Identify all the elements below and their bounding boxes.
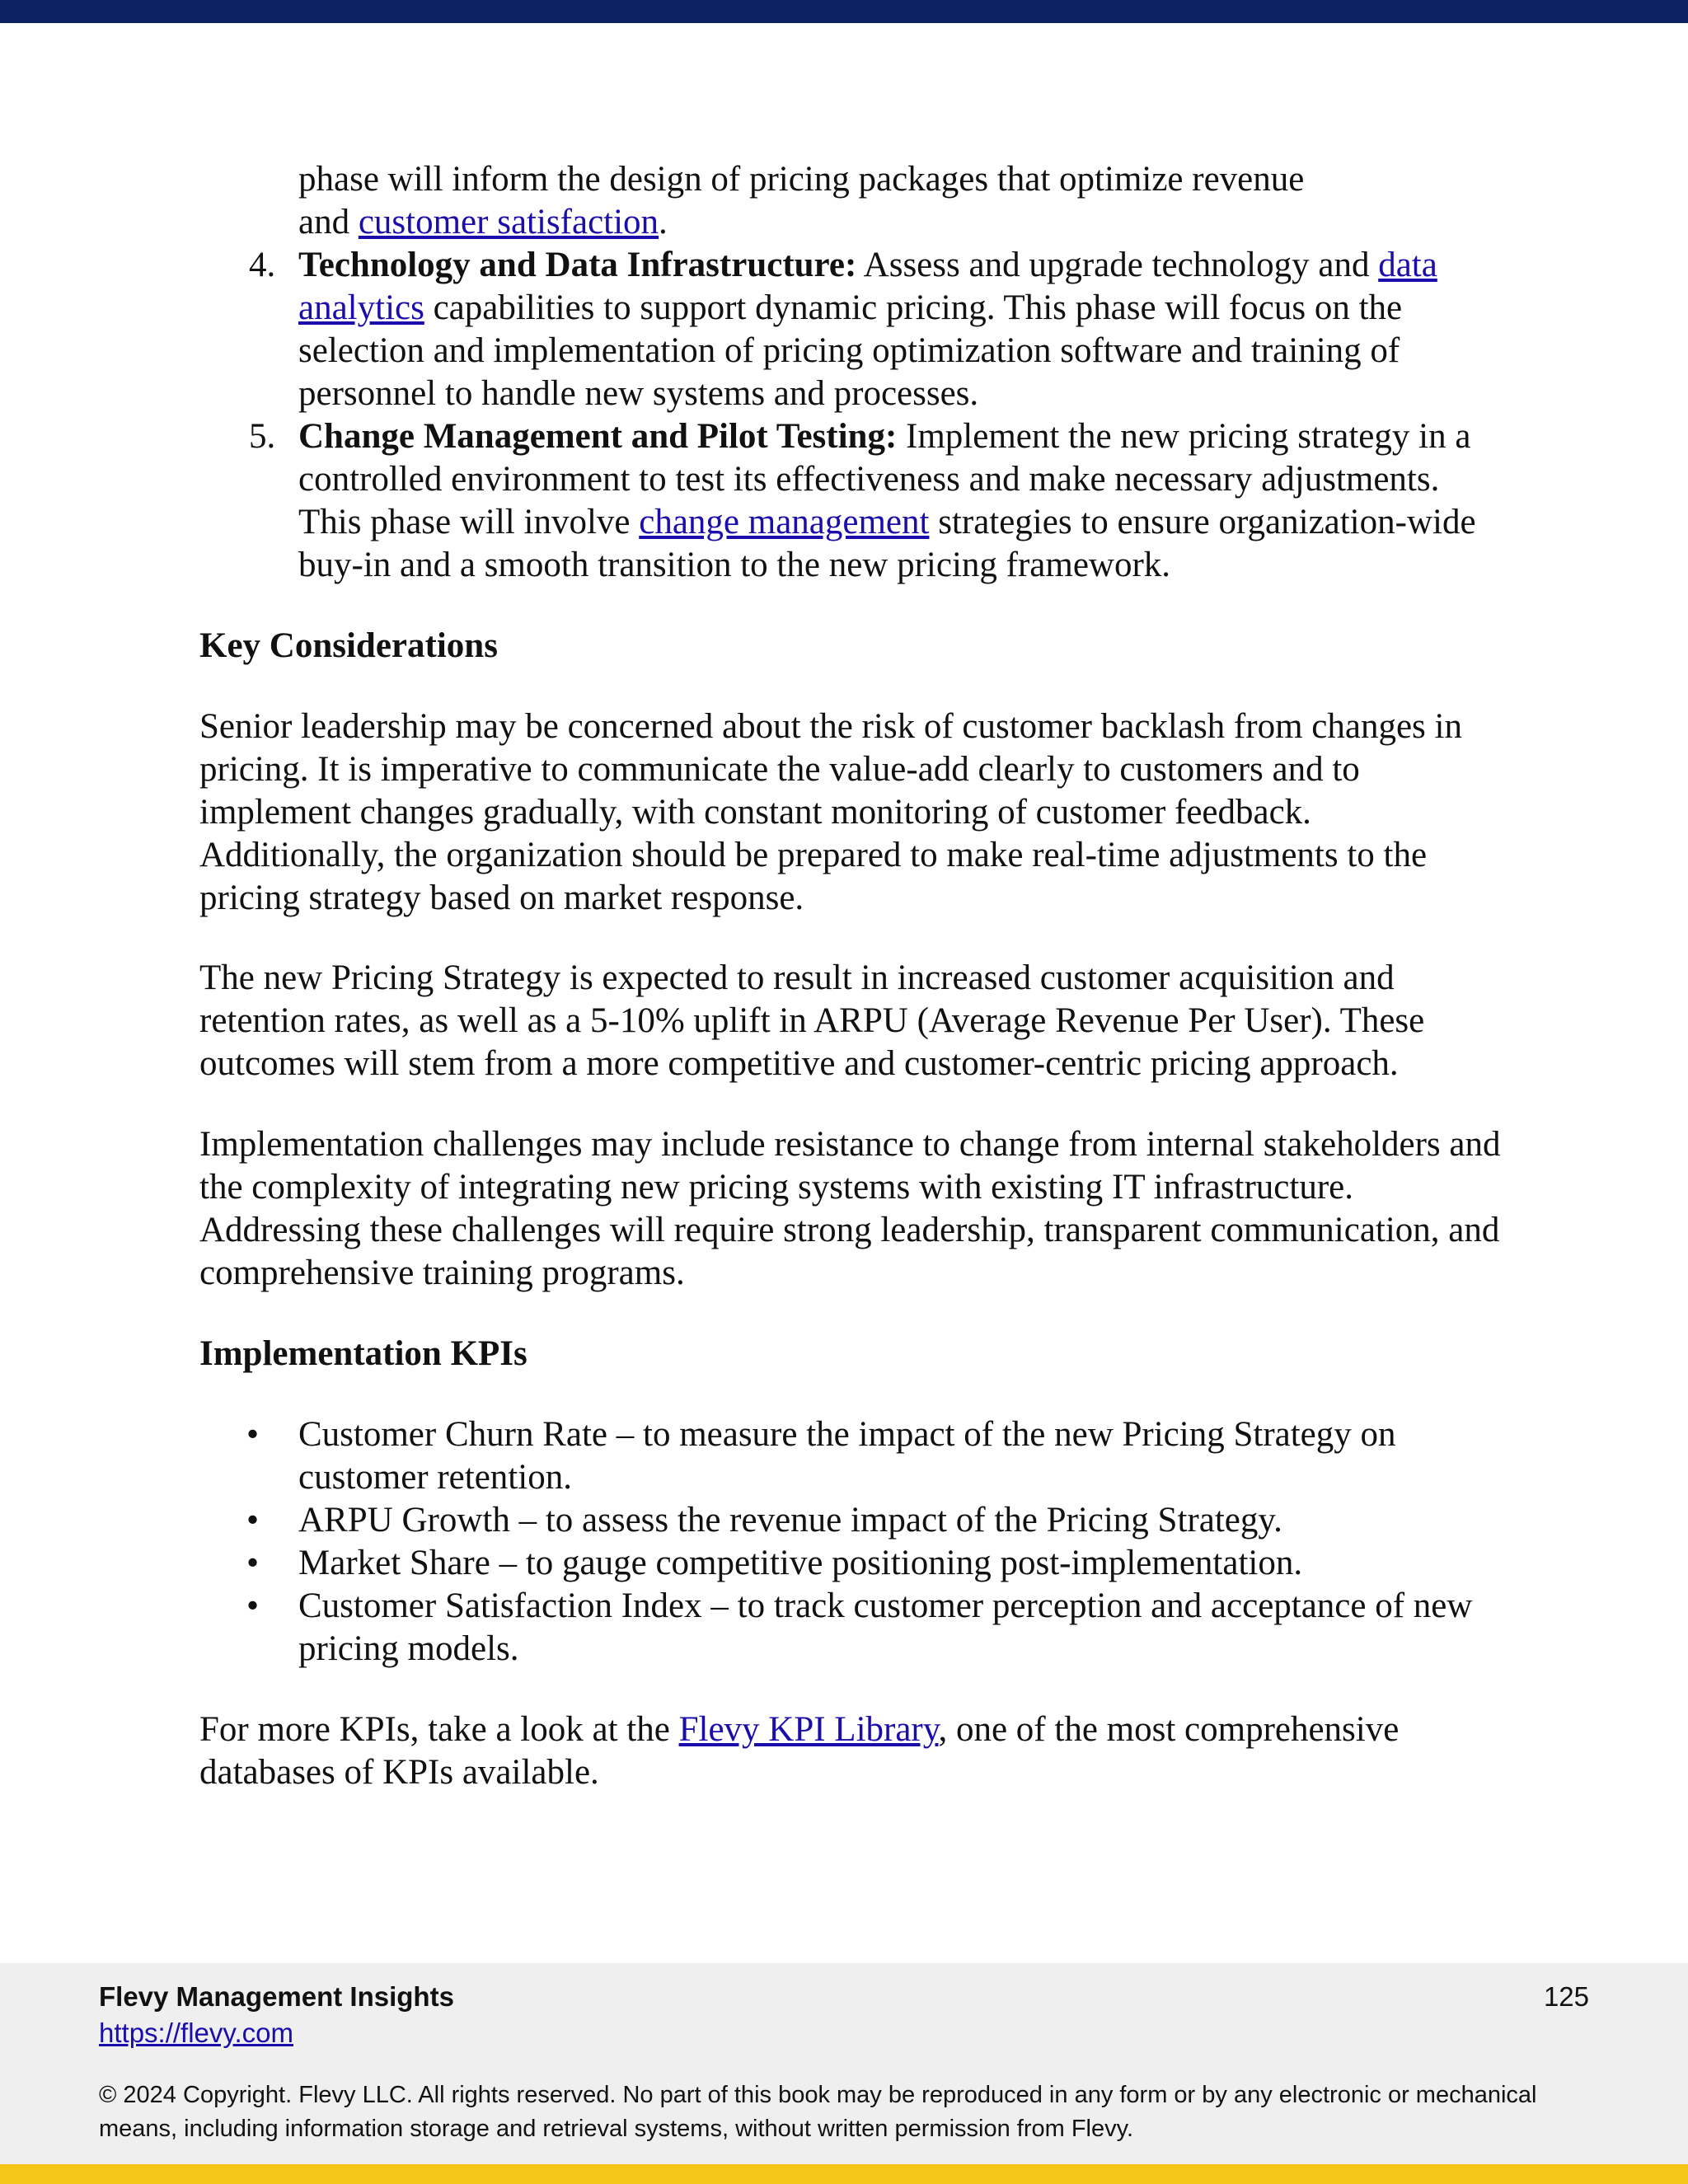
considerations-paragraph-1: Senior leadership may be concerned about the risk of customer backlash from changes in pricing. It is imperative to communicate the value-add clearly to customers and to implement changes gradually, with constant monitoring of customer feedback. Additionally, the organization should be prepared to make real-time adjustments to the pricing strategy based on market response. — [199, 707, 1462, 917]
customer-satisfaction-link[interactable]: customer satisfaction — [358, 203, 659, 241]
considerations-paragraph-2: The new Pricing Strategy is expected to result in increased customer acquisition and retention rates, as well as a 5-10% uplift in ARPU (Average Revenue Per User). These outcomes will stem from a more competitive and customer-centric pricing approach. — [199, 958, 1425, 1083]
kpi-text: ARPU Growth – to assess the revenue impact of the Pricing Strategy. — [298, 1501, 1282, 1540]
phase-number: 5. — [249, 417, 276, 456]
considerations-paragraph-3: Implementation challenges may include resistance to change from internal stakeholders and the complexity of integrating new pricing systems with existing IT infrastructure. Addressing these challenges will require strong leadership, transparent communication, and comprehensive training programs. — [199, 1125, 1501, 1292]
intro-line-2-suffix: . — [659, 203, 668, 241]
bottom-accent-bar — [0, 2164, 1688, 2184]
phase-text-b: capabilities to support dynamic pricing. This phase will focus on the selection and implementation of pricing optimization software and training of personnel to handle new systems and processes. — [298, 288, 1403, 413]
phase-title: Technology and Data Infrastructure: — [298, 246, 857, 284]
footer-url-link[interactable]: https://flevy.com — [99, 2018, 293, 2048]
bullet-icon: • — [246, 1586, 260, 1625]
phase-text-b: strategies to ensure organization-wide buy-in and a smooth transition to the new pricing framework. — [298, 503, 1476, 584]
bullet-icon: • — [246, 1544, 260, 1582]
kpi-item — [199, 1413, 1502, 1499]
kpi-text: Customer Satisfaction Index – to track customer perception and acceptance of new pricing models. — [298, 1586, 1473, 1668]
kpi-item — [199, 1542, 1502, 1585]
bullet-icon: • — [246, 1501, 260, 1540]
phase-item-4 — [199, 244, 1502, 415]
phase-item-5 — [199, 415, 1502, 587]
data-analytics-link[interactable]: data analytics — [298, 246, 1437, 327]
closing-suffix: , one of the most comprehensive databases of KPIs available. — [199, 1710, 1400, 1792]
kpi-item — [199, 1499, 1502, 1542]
copyright-notice: © 2024 Copyright. Flevy LLC. All rights reserved. No part of this book may be reproduced in any form or by any electronic or mechanical means, including information storage and retrieval systems, without written permission from Flevy. — [99, 2082, 1537, 2142]
footer-brand: Flevy Management Insights — [99, 1981, 454, 2012]
page-footer — [0, 1963, 1688, 2164]
flevy-kpi-library-link[interactable]: Flevy KPI Library — [678, 1710, 939, 1749]
bullet-icon: • — [246, 1415, 260, 1454]
kpi-text: Market Share – to gauge competitive positioning post-implementation. — [298, 1544, 1303, 1582]
kpi-text: Customer Churn Rate – to measure the impact of the new Pricing Strategy on customer retention. — [298, 1415, 1396, 1497]
intro-line-2-prefix: and — [298, 203, 359, 241]
implementation-kpis-heading: Implementation KPIs — [199, 1334, 528, 1373]
kpi-item — [199, 1585, 1502, 1671]
change-management-link[interactable]: change management — [639, 503, 930, 541]
kpi-library-paragraph — [199, 1708, 1502, 1794]
page-number: 125 — [1543, 1981, 1589, 2012]
phase-list — [199, 244, 1502, 587]
kpi-list — [199, 1413, 1502, 1671]
top-accent-bar — [0, 0, 1688, 23]
intro-line-1: phase will inform the design of pricing packages that optimize revenue — [298, 160, 1305, 199]
phase-title: Change Management and Pilot Testing: — [298, 417, 898, 456]
phase-number: 4. — [249, 246, 276, 284]
phase-text-a: Implement the new pricing strategy in a controlled environment to test its effectiveness and make necessary adjustments. This phase will involve — [298, 417, 1471, 541]
page-content — [199, 158, 1502, 1794]
phase-text-a: Assess and upgrade technology and — [856, 246, 1379, 284]
phase-3-continuation — [199, 158, 1502, 244]
key-considerations-heading: Key Considerations — [199, 626, 498, 665]
closing-prefix: For more KPIs, take a look at the — [199, 1710, 679, 1749]
